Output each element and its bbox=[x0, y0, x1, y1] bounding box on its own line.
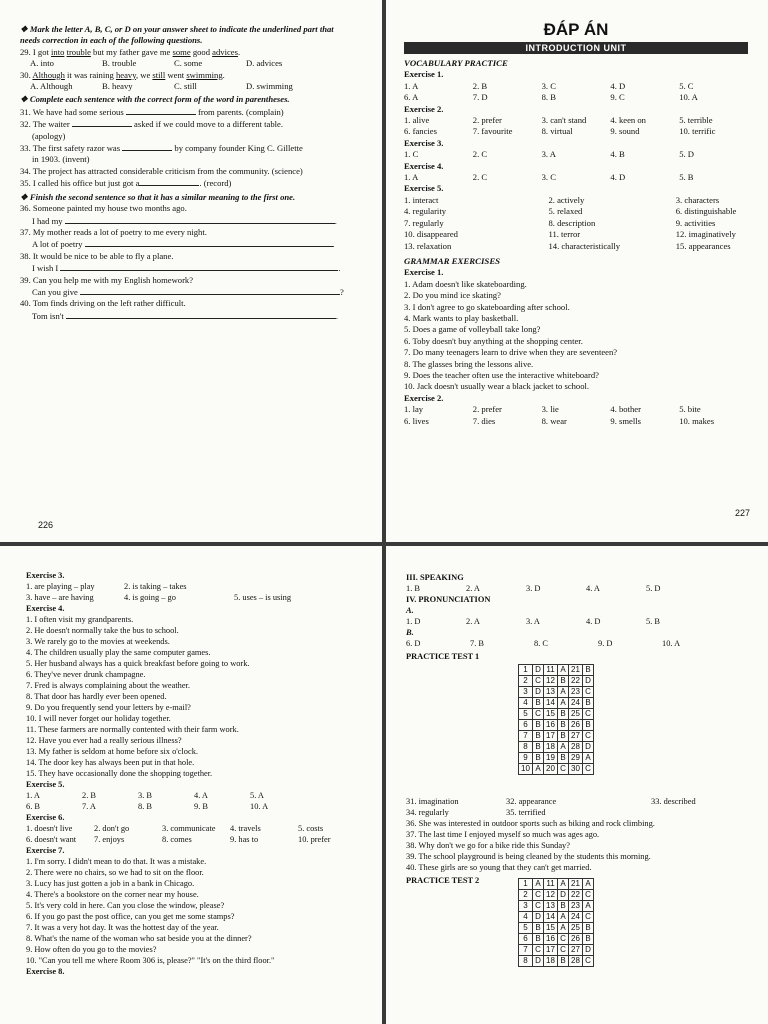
grid-answer-letter: C bbox=[583, 687, 594, 698]
answer-row: 1. A 2. B 3. B 4. A 5. A bbox=[26, 791, 264, 800]
answer-line: 8. The glasses bring the lessons alive. bbox=[404, 358, 534, 369]
answer-row: 6. lives 7. dies 8. wear 9. smells 10. makes bbox=[404, 415, 715, 426]
answer-row: 6. D 7. B 8. C 9. D 10. A bbox=[406, 639, 681, 648]
answer-line-38[interactable]: I wish I . bbox=[32, 263, 341, 274]
grid-row bbox=[519, 742, 594, 753]
question-36: 36. Someone painted my house two months ago. bbox=[20, 203, 187, 214]
option-b[interactable]: B. trouble bbox=[102, 58, 137, 69]
grid-question-number: 1 bbox=[519, 879, 533, 890]
grid-row bbox=[519, 687, 594, 698]
grid-answer-letter: B bbox=[558, 753, 569, 764]
answer-row: 1. alive 2. prefer 3. can't stand 4. keen on 5. terrible bbox=[404, 115, 713, 126]
answer-row: 31. imagination 32. appearance 33. described bbox=[406, 797, 696, 806]
grid-answer-letter: A bbox=[558, 879, 569, 890]
exercise-heading: Exercise 4. bbox=[404, 160, 444, 171]
grid-answer-letter: C bbox=[558, 945, 569, 956]
part-heading: A. bbox=[406, 606, 414, 615]
answer-line: 11. These farmers are normally contented with their farm work. bbox=[26, 725, 239, 734]
grid-answer-letter: A bbox=[583, 879, 594, 890]
grid-answer-letter: B bbox=[533, 731, 544, 742]
grid-row bbox=[519, 709, 594, 720]
answer-row: 1. interact 2. actively 3. characters bbox=[404, 194, 720, 205]
answer-row: 7. regularly 8. description 9. activities bbox=[404, 217, 716, 228]
grid-question-number: 11 bbox=[544, 879, 558, 890]
grid-answer-letter: C bbox=[583, 912, 594, 923]
page-226-content bbox=[20, 24, 368, 322]
grid-answer-letter: C bbox=[533, 676, 544, 687]
part-heading: B. bbox=[406, 628, 414, 637]
grid-answer-letter: B bbox=[533, 753, 544, 764]
option-b[interactable]: B. heavy bbox=[102, 81, 133, 92]
grid-answer-letter: B bbox=[533, 698, 544, 709]
exercise-heading: Exercise 5. bbox=[404, 183, 444, 194]
grid-question-number: 1 bbox=[519, 665, 533, 676]
answer-row: 1. doesn't live 2. don't go 3. communicate 4. travels 5. costs bbox=[26, 824, 324, 833]
grid-answer-letter: C bbox=[533, 890, 544, 901]
answer-row: 4. regularity 5. relaxed 6. distinguishable bbox=[404, 206, 737, 217]
grid-question-number: 14 bbox=[544, 698, 558, 709]
question-38: 38. It would be nice to be able to fly a plane. bbox=[20, 250, 174, 261]
grid-question-number: 6 bbox=[519, 934, 533, 945]
question-31: 31. We have had some serious from parents. (complain) bbox=[20, 106, 284, 117]
answer-line: 3. Lucy has just gotten a job in a bank in Chicago. bbox=[26, 879, 195, 888]
answer-line-39[interactable]: Can you give ? bbox=[32, 286, 344, 297]
grid-answer-letter: C bbox=[533, 945, 544, 956]
exercise-heading: Exercise 3. bbox=[26, 571, 65, 580]
answer-line: 40. These girls are so young that they can't get married. bbox=[406, 863, 592, 872]
answer-line: 38. Why don't we go for a bike ride this Sunday? bbox=[406, 841, 570, 850]
grid-answer-letter: B bbox=[533, 742, 544, 753]
question-30: 30. Although it was raining heavy, we still went swimming. bbox=[20, 69, 225, 80]
answer-row: 34. regularly 35. terrified bbox=[406, 808, 546, 817]
answer-line-37[interactable]: A lot of poetry . bbox=[32, 239, 335, 250]
question-35: 35. I called his office but just got a . (record) bbox=[20, 178, 232, 189]
answer-row: 6. B 7. A 8. B 9. B 10. A bbox=[26, 802, 269, 811]
page-228-content bbox=[26, 570, 368, 977]
grid-question-number: 28 bbox=[569, 742, 583, 753]
grid-answer-letter: C bbox=[533, 901, 544, 912]
answer-line: 10. "Can you tell me where Room 306 is, please?" "It's on the third floor." bbox=[26, 956, 275, 965]
grid-answer-letter: A bbox=[583, 901, 594, 912]
grid-question-number: 16 bbox=[544, 934, 558, 945]
answer-row: 6. doesn't want 7. enjoys 8. comes 9. has to 10. prefer bbox=[26, 835, 331, 844]
answer-line-36[interactable]: I had my . bbox=[32, 215, 337, 226]
answer-line: 1. I often visit my grandparents. bbox=[26, 615, 134, 624]
grid-answer-letter: B bbox=[533, 923, 544, 934]
grid-question-number: 3 bbox=[519, 901, 533, 912]
grid-question-number: 18 bbox=[544, 742, 558, 753]
answer-line: 2. There were no chairs, so we had to sit on the floor. bbox=[26, 868, 204, 877]
grid-question-number: 25 bbox=[569, 923, 583, 934]
grid-question-number: 12 bbox=[544, 890, 558, 901]
question-34: 34. The project has attracted considerable criticism from the community. (science) bbox=[20, 165, 303, 176]
answer-line: 7. It was a very hot day. It was the hottest day of the year. bbox=[26, 923, 219, 932]
grid-answer-letter: C bbox=[583, 709, 594, 720]
grid-row bbox=[519, 698, 594, 709]
grid-answer-letter: A bbox=[558, 698, 569, 709]
grid-question-number: 17 bbox=[544, 945, 558, 956]
answer-key-title: ĐÁP ÁN bbox=[543, 20, 609, 39]
answer-line: 36. She was interested in outdoor sports such as biking and rock climbing. bbox=[406, 819, 655, 828]
grid-answer-letter: A bbox=[558, 923, 569, 934]
page-229 bbox=[386, 546, 768, 1024]
grid-question-number: 23 bbox=[569, 901, 583, 912]
answer-line: 10. Jack doesn't usually wear a black jacket to school. bbox=[404, 381, 590, 392]
grammar-heading: GRAMMAR EXERCISES bbox=[404, 255, 501, 266]
grid-answer-letter: C bbox=[583, 956, 594, 967]
grid-row bbox=[519, 956, 594, 967]
grid-answer-letter: C bbox=[533, 709, 544, 720]
grid-question-number: 15 bbox=[544, 709, 558, 720]
answer-row: 1. D 2. A 3. A 4. D 5. B bbox=[406, 617, 660, 626]
grid-question-number: 11 bbox=[544, 665, 558, 676]
grid-answer-letter: C bbox=[558, 764, 569, 775]
section-heading: IV. PRONUNCIATION bbox=[406, 595, 491, 604]
grid-answer-letter: D bbox=[583, 742, 594, 753]
question-33: 33. The first safety razor was by company founder King C. Gillette bbox=[20, 143, 303, 154]
grid-answer-letter: A bbox=[558, 912, 569, 923]
grid-question-number: 2 bbox=[519, 890, 533, 901]
exercise-heading: Exercise 5. bbox=[26, 780, 65, 789]
answer-line: 6. Toby doesn't buy anything at the shopping center. bbox=[404, 335, 583, 346]
grid-answer-letter: A bbox=[583, 753, 594, 764]
grid-row bbox=[519, 901, 594, 912]
grid-answer-letter: B bbox=[558, 901, 569, 912]
grid-answer-letter: A bbox=[533, 764, 544, 775]
grid-question-number: 27 bbox=[569, 731, 583, 742]
grid-question-number: 22 bbox=[569, 676, 583, 687]
option-a[interactable]: A. into bbox=[30, 58, 54, 69]
grid-question-number: 7 bbox=[519, 731, 533, 742]
grid-question-number: 8 bbox=[519, 742, 533, 753]
page-228 bbox=[0, 546, 382, 1024]
question-32-hint: (apology) bbox=[32, 130, 66, 141]
grid-answer-letter: A bbox=[558, 742, 569, 753]
answer-line: 1. Adam doesn't like skateboarding. bbox=[404, 278, 527, 289]
grid-question-number: 21 bbox=[569, 879, 583, 890]
question-33-hint: in 1903. (invent) bbox=[32, 154, 90, 165]
answer-line: 6. If you go past the post office, can you get me some stamps? bbox=[26, 912, 235, 921]
grid-answer-letter: B bbox=[558, 731, 569, 742]
grid-answer-letter: D bbox=[583, 676, 594, 687]
page-226 bbox=[0, 0, 382, 542]
option-c[interactable]: C. still bbox=[174, 81, 197, 92]
answer-row: 1. B 2. A 3. D 4. A 5. D bbox=[406, 584, 661, 593]
grid-answer-letter: C bbox=[583, 731, 594, 742]
grid-1-area bbox=[406, 662, 754, 796]
answer-row: 1. C 2. C 3. A 4. B 5. D bbox=[404, 149, 694, 160]
grid-question-number: 19 bbox=[544, 753, 558, 764]
grid-answer-letter: C bbox=[558, 934, 569, 945]
section-heading: III. SPEAKING bbox=[406, 573, 464, 582]
answer-line: 4. The children usually play the same computer games. bbox=[26, 648, 211, 657]
grid-question-number: 29 bbox=[569, 753, 583, 764]
mark-instruction: ❖ Mark the letter A, B, C, or D on your answer sheet to indicate the underlined part that needs correction in each of the following questions. bbox=[20, 24, 334, 46]
answer-line: 9. Does the teacher often use the interactive whiteboard? bbox=[404, 369, 599, 380]
answer-line: 5. It's very cold in here. Can you close the window, please? bbox=[26, 901, 225, 910]
page-number: 226 bbox=[38, 520, 54, 530]
grid-question-number: 17 bbox=[544, 731, 558, 742]
grid-answer-letter: D bbox=[533, 956, 544, 967]
grid-row bbox=[519, 912, 594, 923]
answer-line: 5. Does a game of volleyball take long? bbox=[404, 324, 541, 335]
grid-answer-letter: B bbox=[583, 698, 594, 709]
grid-question-number: 3 bbox=[519, 687, 533, 698]
grid-row bbox=[519, 731, 594, 742]
grid-answer-letter: B bbox=[583, 934, 594, 945]
answer-line: 15. They have occasionally done the shopping together. bbox=[26, 769, 213, 778]
grid-question-number: 6 bbox=[519, 720, 533, 731]
page-227 bbox=[386, 0, 768, 542]
grid-question-number: 5 bbox=[519, 709, 533, 720]
complete-instruction: ❖ Complete each sentence with the correct form of the word in parentheses. bbox=[20, 94, 290, 105]
page-229-content bbox=[406, 572, 754, 1006]
answer-line: 12. Have you ever had a really serious illness? bbox=[26, 736, 182, 745]
grid-question-number: 28 bbox=[569, 956, 583, 967]
answer-line: 10. I will never forget our holiday together. bbox=[26, 714, 171, 723]
exercise-heading: Exercise 3. bbox=[404, 137, 444, 148]
grid-row bbox=[519, 676, 594, 687]
grid-question-number: 27 bbox=[569, 945, 583, 956]
answer-row: 13. relaxation 14. characteristically 15. appearances bbox=[404, 240, 731, 251]
answer-line: 9. How often do you go to the movies? bbox=[26, 945, 157, 954]
answer-line: 14. The door key has always been put in that hole. bbox=[26, 758, 195, 767]
grid-question-number: 13 bbox=[544, 901, 558, 912]
finish-instruction: ❖ Finish the second sentence so that it has a similar meaning to the first one. bbox=[20, 191, 296, 202]
grid-answer-letter: C bbox=[583, 764, 594, 775]
unit-title: INTRODUCTION UNIT bbox=[404, 42, 748, 54]
grid-row bbox=[519, 753, 594, 764]
answer-line: 39. The school playground is being cleaned by the students this morning. bbox=[406, 852, 651, 861]
option-d[interactable]: D. advices bbox=[246, 58, 283, 69]
grid-answer-letter: D bbox=[583, 945, 594, 956]
answer-line: 8. What's the name of the woman who sat beside you at the dinner? bbox=[26, 934, 252, 943]
option-d[interactable]: D. swimming bbox=[246, 81, 293, 92]
grid-question-number: 4 bbox=[519, 912, 533, 923]
grid-question-number: 14 bbox=[544, 912, 558, 923]
exercise-heading: Exercise 1. bbox=[404, 69, 444, 80]
answer-grid-2 bbox=[518, 878, 594, 967]
answer-line: 6. They've never drunk champagne. bbox=[26, 670, 146, 679]
grid-answer-letter: A bbox=[533, 879, 544, 890]
grid-question-number: 15 bbox=[544, 923, 558, 934]
grid-answer-letter: B bbox=[558, 709, 569, 720]
grid-question-number: 18 bbox=[544, 956, 558, 967]
grid-answer-letter: D bbox=[533, 687, 544, 698]
answer-line: 1. I'm sorry. I didn't mean to do that. It was a mistake. bbox=[26, 857, 207, 866]
answer-line: 8. That door has hardly ever been opened. bbox=[26, 692, 167, 701]
answer-line: 4. Mark wants to play basketball. bbox=[404, 312, 519, 323]
question-29: 29. I got into trouble but my father gave me some good advices. bbox=[20, 46, 241, 57]
answer-grid-1 bbox=[518, 664, 594, 775]
answer-row: 1. are playing – play 2. is taking – takes bbox=[26, 582, 187, 591]
exercise-heading: Exercise 2. bbox=[404, 392, 444, 403]
exercise-heading: Exercise 6. bbox=[26, 813, 65, 822]
answer-row: 6. A 7. D 8. B 9. C 10. A bbox=[404, 92, 698, 103]
answer-line: 2. Do you mind ice skating? bbox=[404, 290, 501, 301]
page-number: 227 bbox=[734, 508, 750, 518]
grid-row bbox=[519, 890, 594, 901]
grid-answer-letter: B bbox=[533, 720, 544, 731]
grid-row bbox=[519, 720, 594, 731]
answer-row: 10. disappeared 11. terror 12. imaginatively bbox=[404, 229, 736, 240]
question-32: 32. The waiter asked if we could move to a different table. bbox=[20, 119, 284, 130]
answer-line-40[interactable]: Tom isn't . bbox=[32, 310, 339, 321]
grid-question-number: 23 bbox=[569, 687, 583, 698]
grid-question-number: 2 bbox=[519, 676, 533, 687]
question-29-options bbox=[20, 58, 368, 69]
grid-question-number: 16 bbox=[544, 720, 558, 731]
grid-question-number: 21 bbox=[569, 665, 583, 676]
grid-answer-letter: B bbox=[558, 676, 569, 687]
grid-answer-letter: B bbox=[558, 956, 569, 967]
question-40: 40. Tom finds driving on the left rather difficult. bbox=[20, 298, 186, 309]
answer-line: 7. Do many teenagers learn to drive when they are seventeen? bbox=[404, 347, 618, 358]
option-c[interactable]: C. some bbox=[174, 58, 203, 69]
answer-line: 3. I don't agree to go skateboarding after school. bbox=[404, 301, 570, 312]
grid-question-number: 5 bbox=[519, 923, 533, 934]
grid-answer-letter: B bbox=[583, 923, 594, 934]
grid-answer-letter: D bbox=[558, 890, 569, 901]
grid-answer-letter: D bbox=[533, 665, 544, 676]
grid-row bbox=[519, 764, 594, 775]
grid-question-number: 9 bbox=[519, 753, 533, 764]
grid-question-number: 22 bbox=[569, 890, 583, 901]
exercise-heading: Exercise 1. bbox=[404, 267, 444, 278]
grid-question-number: 20 bbox=[544, 764, 558, 775]
answer-line: 7. Fred is always complaining about the weather. bbox=[26, 681, 190, 690]
grid-question-number: 10 bbox=[519, 764, 533, 775]
grid-row bbox=[519, 665, 594, 676]
grid-question-number: 30 bbox=[569, 764, 583, 775]
page-227-content bbox=[404, 20, 748, 427]
grid-row bbox=[519, 934, 594, 945]
answer-line: 9. Do you frequently send your letters by e-mail? bbox=[26, 703, 191, 712]
grid-row bbox=[519, 923, 594, 934]
grid-answer-letter: C bbox=[583, 890, 594, 901]
grid-question-number: 12 bbox=[544, 676, 558, 687]
exercise-heading: Exercise 4. bbox=[26, 604, 65, 613]
question-39: 39. Can you help me with my English homework? bbox=[20, 274, 194, 285]
answer-line: 37. The last time I enjoyed myself so much was ages ago. bbox=[406, 830, 600, 839]
grid-question-number: 4 bbox=[519, 698, 533, 709]
answer-row: 6. fancies 7. favourite 8. virtual 9. sound 10. terrific bbox=[404, 126, 716, 137]
answer-row: 3. have – are having 4. is going – go 5. uses – is using bbox=[26, 593, 292, 602]
grid-question-number: 7 bbox=[519, 945, 533, 956]
grid-question-number: 26 bbox=[569, 934, 583, 945]
grid-answer-letter: A bbox=[558, 687, 569, 698]
answer-row: 1. lay 2. prefer 3. lie 4. bother 5. bite bbox=[404, 404, 701, 415]
grid-question-number: 24 bbox=[569, 912, 583, 923]
question-30-options bbox=[20, 81, 368, 92]
exercise-heading: Exercise 8. bbox=[26, 967, 65, 976]
grid-answer-letter: A bbox=[558, 665, 569, 676]
answer-line: 5. Her husband always has a quick breakfast before going to work. bbox=[26, 659, 250, 668]
exercise-heading: Exercise 7. bbox=[26, 846, 65, 855]
section-heading: PRACTICE TEST 1 bbox=[406, 652, 480, 661]
answer-line: 2. He doesn't normally take the bus to school. bbox=[26, 626, 179, 635]
answer-line: 3. We rarely go to the movies at weekends. bbox=[26, 637, 170, 646]
grid-row bbox=[519, 879, 594, 890]
grid-question-number: 13 bbox=[544, 687, 558, 698]
grid-answer-letter: B bbox=[583, 720, 594, 731]
grid-answer-letter: B bbox=[558, 720, 569, 731]
grid-answer-letter: D bbox=[533, 912, 544, 923]
grid-question-number: 25 bbox=[569, 709, 583, 720]
grid-answer-letter: B bbox=[533, 934, 544, 945]
answer-row: 1. A 2. B 3. C 4. D 5. C bbox=[404, 80, 694, 91]
answer-row: 1. A 2. C 3. C 4. D 5. B bbox=[404, 172, 694, 183]
option-a[interactable]: A. Although bbox=[30, 81, 73, 92]
grid-question-number: 8 bbox=[519, 956, 533, 967]
answer-line: 13. My father is seldom at home before six o'clock. bbox=[26, 747, 198, 756]
answer-line: 4. There's a bookstore on the corner near my house. bbox=[26, 890, 199, 899]
grid-answer-letter: B bbox=[583, 665, 594, 676]
grid-question-number: 26 bbox=[569, 720, 583, 731]
section-heading: PRACTICE TEST 2 bbox=[406, 876, 480, 885]
question-37: 37. My mother reads a lot of poetry to me every night. bbox=[20, 226, 207, 237]
grid-question-number: 24 bbox=[569, 698, 583, 709]
exercise-heading: Exercise 2. bbox=[404, 103, 444, 114]
grid-row bbox=[519, 945, 594, 956]
vocab-heading: VOCABULARY PRACTICE bbox=[404, 58, 508, 68]
